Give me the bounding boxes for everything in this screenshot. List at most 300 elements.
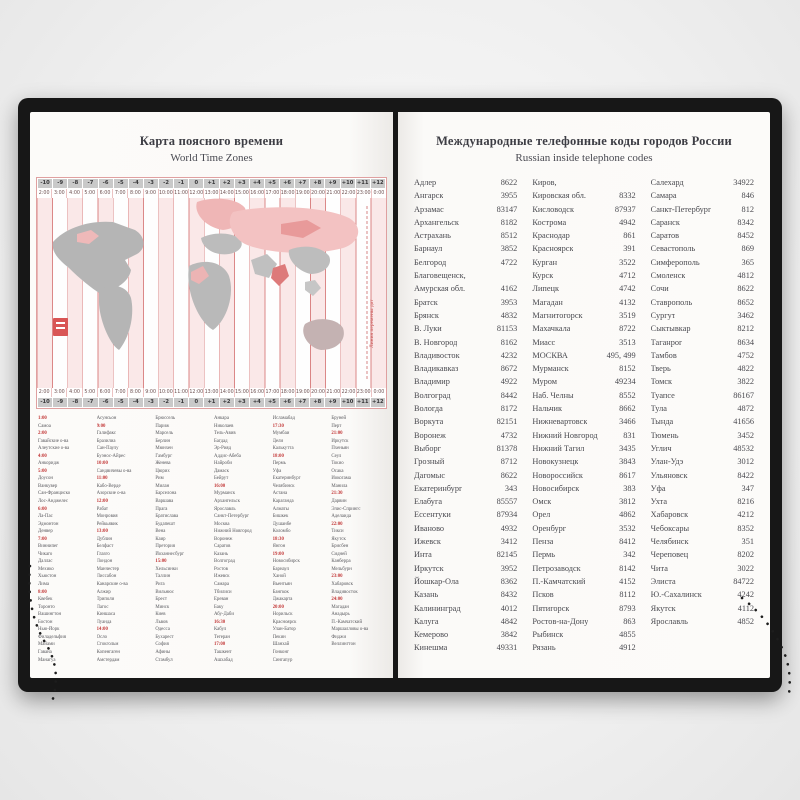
city-name: Ташкент [214, 649, 232, 655]
zone-time-label: 2:00 [38, 390, 50, 395]
zone-offset-label: -7 [83, 398, 97, 407]
table-row [532, 229, 635, 242]
city-name: Выборг [414, 443, 442, 453]
zone-time-label: 20:00 [311, 191, 325, 196]
city-name: Екатеринбург [272, 476, 301, 482]
area-code: 8342 [737, 217, 754, 227]
area-code: 8652 [737, 297, 754, 307]
city-name: Хабаровск [650, 510, 689, 520]
area-code: 8622 [500, 470, 518, 480]
city-name: Мехико [38, 566, 54, 572]
area-code: 85557 [496, 497, 518, 507]
area-code: 8712 [500, 457, 518, 467]
zone-time-label: 21:00 [326, 191, 341, 196]
area-code: 4922 [500, 377, 518, 387]
table-row [532, 442, 635, 455]
date-line-label: Линия перемены дат [369, 299, 375, 348]
page-title: Карта поясного времени [139, 134, 284, 148]
city-name: Ижевск [214, 574, 230, 580]
table-row [651, 216, 754, 229]
city-name: Гавана [38, 649, 52, 655]
city-name: Казань [214, 551, 229, 557]
zone-offset-label: +7 [295, 398, 309, 407]
area-code: 4232 [500, 350, 518, 360]
city-name: Квебек [38, 597, 53, 603]
table-row [414, 189, 517, 202]
table-row [414, 548, 517, 561]
city-name: Шанхай [272, 642, 290, 648]
city-name: Галифакс [96, 431, 117, 437]
zone-offset-label: -7 [83, 179, 97, 188]
city-name: Пекин [272, 634, 286, 640]
city-name: Львов [155, 619, 168, 625]
area-code: 84722 [733, 576, 754, 586]
city-name: Стамбул [155, 657, 173, 663]
area-code: 4822 [737, 364, 754, 374]
city-name: Тула [650, 404, 667, 414]
city-name: Элис-Спрингс [331, 506, 361, 512]
area-code: 869 [741, 244, 754, 254]
city-name: Нижний Тагил [532, 443, 585, 453]
table-row [532, 389, 635, 402]
city-name: П.-Камчатский [532, 576, 586, 586]
city-name: Вена [155, 529, 166, 535]
city-name: Краснодар [532, 231, 570, 241]
zone-time-label: 9:00 [96, 423, 106, 429]
table-row [414, 362, 517, 375]
city-name: Пятигорск [532, 603, 570, 613]
table-row [532, 415, 635, 428]
city-name: Барнаул [272, 566, 289, 572]
area-code: 3519 [619, 310, 636, 320]
area-code: 8182 [500, 217, 518, 227]
table-row [532, 628, 635, 641]
city-name: Волгоград [414, 390, 451, 400]
world-map-canvas [37, 198, 386, 388]
city-name: Манагуа [38, 657, 56, 663]
zone-time-label: 4:00 [38, 453, 47, 459]
city-name: Анадырь [331, 612, 350, 618]
table-row [414, 176, 517, 189]
city-name: Маршалловы о-ва [331, 627, 369, 633]
city-name: Одесса [155, 627, 170, 633]
city-name: Норильск [272, 612, 293, 618]
city-name: Канарские о-ва [96, 582, 128, 588]
zone-time-label: 18:00 [280, 191, 295, 196]
city-name: Калуга [414, 616, 439, 626]
city-name: Буэнос-Айрес [96, 453, 126, 459]
city-name: Ульяновск [650, 470, 688, 480]
city-name: Коломбо [272, 529, 291, 535]
city-name: Амурская обл. [414, 284, 466, 294]
zone-time-label: 15:00 [155, 559, 167, 565]
table-row [414, 641, 517, 654]
area-code: 49331 [496, 643, 518, 653]
city-name: Таллин [155, 574, 171, 580]
city-name: Новосибирск [272, 559, 300, 565]
city-name: Аддис-Абеба [214, 453, 241, 459]
table-row [651, 269, 754, 282]
zone-time-row-bottom [37, 388, 386, 397]
area-code: 8442 [500, 390, 518, 400]
area-code: 8552 [619, 390, 636, 400]
city-name: Калининград [414, 603, 461, 613]
zone-offset-label: -10 [38, 179, 52, 188]
city-name: Алеутские о-ва [38, 446, 70, 452]
table-row [414, 455, 517, 468]
city-name: Иркутск [331, 438, 349, 444]
city-name: Сан-Франциско [38, 491, 71, 497]
area-code: 82151 [496, 417, 518, 427]
city-name: Найроби [214, 461, 232, 467]
city-name: П.-Камчатский [331, 619, 363, 625]
table-row [414, 602, 517, 615]
city-name: Новороссийск [532, 470, 583, 480]
zone-offset-label: +11 [356, 180, 369, 186]
zone-time-label: 17:00 [265, 191, 280, 196]
city-name: Барнаул [414, 244, 443, 254]
city-name: Тамбов [650, 350, 677, 360]
city-name: Наб. Челны [532, 390, 574, 400]
city-name: Ижевск [414, 537, 441, 547]
city-name: Филадельфия [38, 634, 66, 640]
continent-south-america [99, 286, 132, 350]
city-name: Самара [214, 582, 229, 588]
area-code: 87934 [496, 510, 518, 520]
area-code: 4855 [619, 630, 636, 640]
legend-mark [56, 327, 65, 329]
city-name: Ашхабад [214, 657, 233, 663]
table-row [414, 415, 517, 428]
city-name: Каир [155, 536, 166, 542]
table-row [532, 548, 635, 561]
area-code: 4912 [619, 643, 636, 653]
table-row [414, 615, 517, 628]
city-name: Денвер [38, 529, 53, 535]
zone-offset-label: -5 [114, 398, 128, 407]
zone-offset-label: +8 [310, 398, 324, 407]
table-row [651, 362, 754, 375]
area-code: 3435 [619, 443, 636, 453]
zone-time-label: 23:00 [356, 390, 371, 395]
table-row [651, 495, 754, 508]
area-code: 365 [741, 257, 754, 267]
city-time-column [214, 415, 268, 664]
zone-time-label: 10:00 [158, 390, 173, 395]
area-code: 4212 [737, 510, 754, 520]
city-name: Пермь [272, 461, 286, 467]
area-code: 4872 [737, 404, 754, 414]
city-name: Сан-Паулу [96, 446, 119, 452]
city-name: Курган [532, 257, 558, 267]
zone-time-label: 0:00 [371, 189, 386, 198]
table-row [414, 482, 517, 495]
city-name: Николаев [214, 423, 234, 429]
zone-offset-label: -9 [53, 179, 67, 188]
table-row [532, 375, 635, 388]
table-row [651, 602, 754, 615]
zone-offset-row-bottom [37, 397, 386, 408]
city-name: Тбилиси [214, 589, 232, 595]
city-name: Белгород [414, 257, 447, 267]
city-name: Углич [650, 443, 672, 453]
city-name: Кинешма [414, 643, 448, 653]
area-code: 8162 [500, 337, 518, 347]
area-code: 8216 [737, 497, 754, 507]
city-name: Симферополь [650, 257, 700, 267]
area-code: 8202 [737, 550, 754, 560]
table-row [651, 282, 754, 295]
zone-time-label: 22:00 [341, 191, 356, 196]
table-row [532, 495, 635, 508]
city-name: Асунсьон [96, 416, 117, 421]
zone-offset-label: 0 [189, 398, 203, 407]
zone-time-label: 2:00 [38, 431, 47, 437]
area-code: 495, 499 [606, 350, 636, 360]
zone-time-label: 10:00 [96, 461, 108, 467]
zone-time-label: 4:00 [66, 189, 81, 198]
area-code: 3522 [619, 257, 636, 267]
zone-time-label: 8:00 [38, 589, 47, 595]
area-code: 4812 [737, 271, 754, 281]
city-name: Хабаровск [331, 582, 353, 588]
area-code: 8672 [500, 364, 518, 374]
area-code: 41656 [733, 417, 754, 427]
zone-time-label: 5:00 [82, 189, 97, 198]
city-name: Элиста [650, 576, 676, 586]
zone-time-label: 19:00 [295, 390, 310, 395]
city-time-column [97, 415, 151, 664]
page-subtitle: Russian inside telephone codes [515, 152, 653, 164]
zone-time-row-top [37, 189, 386, 198]
zone-offset-label: +5 [265, 179, 279, 188]
city-name: Чебоксары [650, 523, 690, 533]
area-code: 4162 [500, 284, 518, 294]
area-code: 8722 [619, 324, 636, 334]
zone-offset-label: -6 [99, 179, 113, 188]
zone-time-label: 23:00 [356, 191, 371, 196]
zone-offset-label: +10 [341, 399, 354, 405]
table-row [651, 575, 754, 588]
city-name: Адлер [414, 178, 437, 187]
table-row [651, 615, 754, 628]
area-code: 3462 [737, 310, 754, 320]
city-name: Астрахань [414, 231, 451, 241]
city-name: Магадан [331, 604, 349, 610]
table-row [532, 242, 635, 255]
city-name: Якутск [650, 603, 676, 613]
continent-north-america [53, 222, 144, 294]
legend-mark [56, 322, 65, 324]
table-row [532, 269, 635, 282]
city-name: Иваново [414, 523, 445, 533]
area-code: 8662 [619, 404, 636, 414]
zone-offset-label: +1 [204, 179, 218, 188]
table-row [414, 203, 517, 216]
table-row [414, 429, 517, 442]
table-row [651, 229, 754, 242]
table-row [651, 349, 754, 362]
table-row [532, 522, 635, 535]
table-row [414, 229, 517, 242]
zone-offset-label: +9 [325, 398, 339, 407]
area-code: 3852 [500, 244, 518, 254]
zone-time-label: 18:00 [280, 390, 295, 395]
left-page [30, 112, 393, 678]
city-name: Марсель [155, 431, 174, 437]
codes-column [414, 176, 517, 655]
city-name: Красноярск [272, 619, 297, 625]
table-row [651, 389, 754, 402]
city-name: Луанда [96, 619, 112, 625]
table-row [651, 482, 754, 495]
zone-time-label: 19:00 [295, 191, 310, 196]
table-row [532, 216, 635, 229]
area-code: 49234 [614, 377, 636, 387]
zone-time-label: 13:00 [204, 191, 219, 196]
table-row [532, 322, 635, 335]
area-code: 4242 [737, 590, 754, 600]
city-name: Алматы [272, 506, 289, 512]
table-row [651, 176, 754, 189]
city-name: МОСКВА [532, 350, 568, 360]
area-code: 83147 [496, 204, 518, 214]
zone-time-label: 16:00 [250, 390, 265, 395]
city-name: Киншаса [96, 612, 116, 618]
city-name: Тында [650, 417, 674, 427]
city-name: Тель-Авив [214, 431, 236, 437]
city-name: Нижневартовск [532, 417, 588, 427]
city-name: Архангельск [214, 499, 240, 505]
area-code: 3466 [619, 417, 636, 427]
city-name: Виннипег [38, 544, 59, 550]
city-name: Гонконг [272, 649, 289, 655]
city-name: Белфаст [96, 544, 114, 550]
zone-time-label: 18:00 [272, 453, 284, 459]
city-name: Владикавказ [414, 364, 459, 374]
table-row [651, 336, 754, 349]
telephone-codes-table [398, 164, 770, 655]
city-name: Новосибирск [532, 483, 580, 493]
city-name: Бостон [38, 619, 53, 625]
city-time-column [38, 415, 92, 664]
city-name: Азорские о-ва [96, 491, 126, 497]
city-name: Санкт-Петербург [214, 514, 250, 520]
city-name: Йоханнесбург [155, 551, 185, 557]
zone-time-label: 15:00 [235, 390, 249, 395]
area-code: 8512 [500, 231, 518, 241]
zone-offset-label: -1 [174, 179, 188, 188]
zone-offset-label: +2 [220, 398, 234, 407]
city-name: Череповец [650, 550, 689, 560]
table-row [414, 282, 517, 295]
zone-offset-label: +3 [235, 398, 249, 407]
zone-time-label: 3:00 [51, 388, 66, 397]
table-row [532, 535, 635, 548]
area-code: 4712 [619, 271, 636, 281]
table-row [532, 615, 635, 628]
city-name: Пермь [532, 550, 556, 560]
area-code: 3812 [619, 497, 636, 507]
zone-time-label: 21:00 [331, 431, 343, 437]
city-name: Аделаида [331, 514, 352, 520]
area-code: 4012 [500, 603, 518, 613]
city-name: Бангкок [272, 589, 289, 595]
city-name: Омск [532, 497, 552, 507]
table-row [532, 602, 635, 615]
zone-time-label: 16:00 [250, 191, 265, 196]
zone-time-label: 9:00 [143, 388, 158, 397]
city-name: Миасс [532, 337, 556, 347]
zone-offset-label: -10 [38, 398, 52, 407]
city-name: Астана [272, 491, 288, 497]
city-name: Калькутта [272, 446, 294, 452]
zone-offset-label: -8 [68, 179, 82, 188]
table-row [651, 469, 754, 482]
city-name: Пхеньян [331, 446, 349, 452]
zone-offset-label: -4 [129, 179, 143, 188]
city-name: Лондон [96, 559, 113, 565]
zone-time-label: 14:00 [96, 627, 108, 633]
city-name: Ю.-Сахалинск [650, 590, 702, 600]
city-name: Нью-Йорк [38, 627, 60, 633]
city-name: Рига [155, 582, 165, 588]
area-code: 3412 [500, 537, 518, 547]
city-name: Кабул [214, 627, 227, 633]
city-name: Воронеж [214, 536, 233, 542]
zone-time-label: 17:30 [272, 423, 284, 429]
city-name: Амстердам [96, 657, 120, 663]
city-name: София [155, 642, 169, 648]
city-name: В. Новгород [414, 337, 458, 347]
zone-time-label: 16:00 [214, 483, 226, 489]
zone-time-label: 16:30 [214, 619, 226, 625]
table-row [532, 349, 635, 362]
city-name: Абу-Даби [214, 612, 234, 618]
zone-offset-label: -6 [99, 398, 113, 407]
city-name: Хельсинки [155, 566, 178, 572]
city-name: В. Луки [414, 324, 442, 334]
city-name: Монровия [96, 514, 118, 520]
zone-offset-label: +12 [372, 180, 384, 186]
zone-time-label: 14:00 [219, 390, 234, 395]
table-row [414, 469, 517, 482]
zone-offset-label: +8 [310, 179, 324, 188]
zone-offset-label: -3 [144, 398, 158, 407]
city-name: Киев [155, 612, 166, 618]
table-row [414, 256, 517, 269]
area-code: 863 [623, 616, 636, 626]
city-name: Милан [155, 483, 170, 489]
city-name: Пенза [532, 537, 554, 547]
zone-offset-label: +11 [356, 399, 369, 405]
area-code: 87937 [614, 204, 636, 214]
area-code: 3532 [619, 523, 636, 533]
table-row [532, 469, 635, 482]
table-row [532, 482, 635, 495]
area-code: 4112 [737, 603, 754, 613]
table-row [414, 349, 517, 362]
area-code: 81378 [496, 443, 518, 453]
table-row [651, 203, 754, 216]
zone-offset-label: +10 [341, 180, 354, 186]
table-row [651, 296, 754, 309]
table-row [651, 402, 754, 415]
zone-time-label: 14:00 [219, 191, 234, 196]
area-code: 3022 [737, 563, 754, 573]
area-code: 8617 [619, 470, 636, 480]
table-row [414, 535, 517, 548]
